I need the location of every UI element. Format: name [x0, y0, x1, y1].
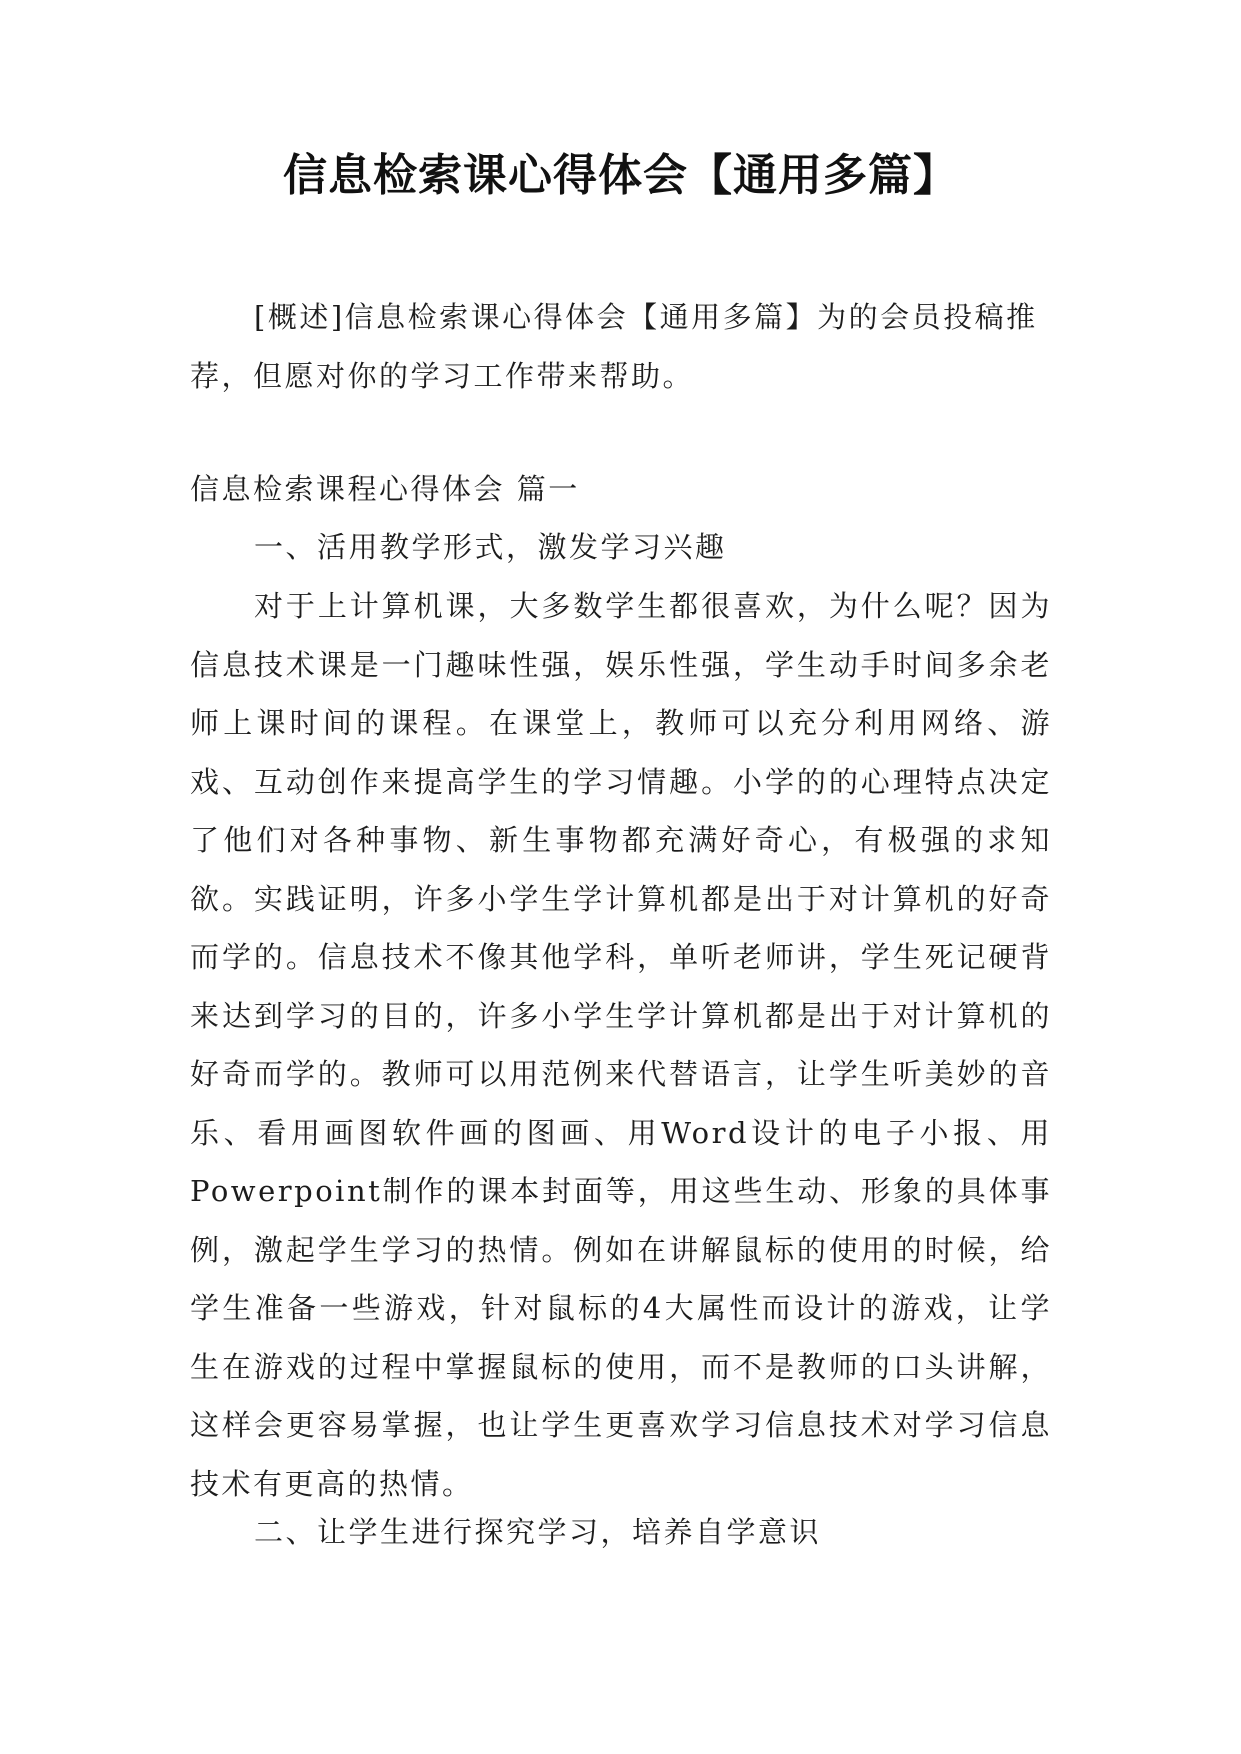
summary-paragraph: [概述]信息检索课心得体会【通用多篇】为的会员投稿推荐，但愿对你的学习工作带来帮助。 [190, 300, 1038, 393]
document-title: 信息检索课心得体会【通用多篇】 [283, 150, 958, 201]
section-title: 信息检索课程心得体会 篇一 [190, 472, 580, 506]
heading-one: 一、活用教学形式，激发学习兴趣 [254, 530, 727, 564]
heading-two: 二、让学生进行探究学习，培养自学意识 [254, 1515, 822, 1549]
body-paragraph: 对于上计算机课，大多数学生都很喜欢，为什么呢？因为信息技术课是一门趣味性强，娱乐性强，学生动手时间多余老师上课时间的课程。在课堂上，教师可以充分利用网络、游戏、互动创作来提高学生的学习情趣。小学的的心理特点决定了他们对各种事物、新生事物都充满好奇心，有极强的求知欲。实践证明，许多小学生学计算机都是出于对计算机的好奇而学的。信息技术不像其他学科，单听老师讲，学生死记硬背来达到学习的目的，许多小学生学计算机都是出于对计算机的好奇而学的。教师可以用范例来代替语言，让学生听美妙的音乐、看用画图软件画的图画、用Word设计的电子小报、用Powerpoint制作的课本封面等，用这些生动、形象的具体事例，激起学生学习的热情。例如在讲解鼠标的使用的时候，给学生准备一些游戏，针对鼠标的4大属性而设计的游戏，让学生在游戏的过程中掌握鼠标的使用，而不是教师的口头讲解，这样会更容易掌握，也让学生更喜欢学习信息技术对学习信息技术有更高的热情。 [190, 589, 1052, 1501]
